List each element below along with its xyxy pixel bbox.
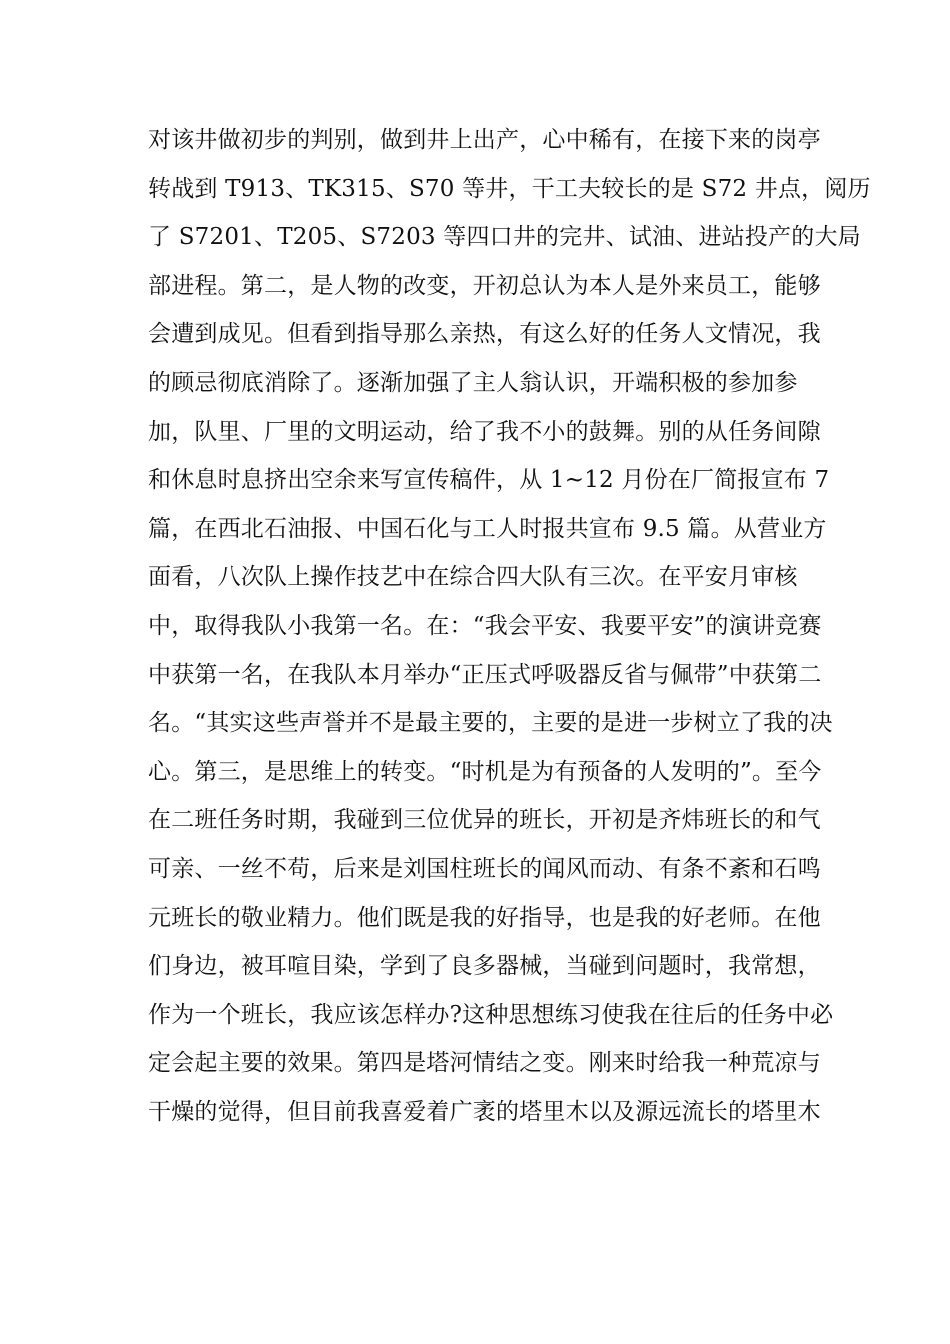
text-line: 和休息时息挤出空余来写宣传稿件，从 1~12 月份在厂简报宣布 7	[148, 467, 830, 494]
text-line: 心。第三，是思维上的转变。“时机是为有预备的人发明的”。至今	[148, 758, 822, 785]
text-line: 部进程。第二，是人物的改变，开初总认为本人是外来员工，能够	[148, 272, 821, 299]
text-line: 对该井做初步的判别，做到井上出产，心中稀有，在接下来的岗亭	[148, 127, 821, 153]
text-line: 篇，在西北石油报、中国石化与工人时报共宣布 9.5 篇。从营业方	[148, 515, 827, 542]
text-line: 加，队里、厂里的文明运动，给了我不小的鼓舞。别的从任务间隙	[148, 418, 821, 445]
text-line: 名。“其实这些声誉并不是最主要的，主要的是进一步树立了我的决	[148, 710, 833, 737]
text-line: 在二班任务时期，我碰到三位优异的班长，开初是齐炜班长的和气	[148, 807, 821, 834]
text-line: 会遭到成见。但看到指导那么亲热，有这么好的任务人文情况，我	[148, 321, 821, 348]
text-line: 作为一个班长，我应该怎样办?这种思想练习使我在往后的任务中必	[148, 1001, 834, 1028]
text-line: 干燥的觉得，但目前我喜爱着广袤的塔里木以及源远流长的塔里木	[148, 1098, 821, 1125]
body-text	[148, 116, 871, 1136]
text-line: 们身边，被耳喧目染，学到了良多器械，当碰到问题时，我常想，	[148, 953, 821, 980]
text-line: 中获第一名，在我队本月举办“正压式呼吸器反省与佩带”中获第二	[148, 661, 822, 688]
text-line: 面看，八次队上操作技艺中在综合四大队有三次。在平安月审核	[148, 564, 798, 591]
text-line: 了 S7201、T205、S7203 等四口井的完井、试油、进站投产的大局	[148, 224, 861, 251]
text-line: 元班长的敬业精力。他们既是我的好指导，也是我的好老师。在他	[148, 904, 821, 931]
text-line: 可亲、一丝不苟，后来是刘国柱班长的闻风而动、有条不紊和石鸣	[148, 855, 821, 882]
text-line: 中，取得我队小我第一名。在：“我会平安、我要平安”的演讲竞赛	[148, 612, 822, 639]
text-line: 定会起主要的效果。第四是塔河情结之变。刚来时给我一种荒凉与	[148, 1050, 821, 1077]
text-line: 转战到 T913、TK315、S70 等井，干工夫较长的是 S72 井点，阅历	[148, 175, 871, 202]
text-line: 的顾忌彻底消除了。逐渐加强了主人翁认识，开端积极的参加参	[148, 369, 798, 396]
